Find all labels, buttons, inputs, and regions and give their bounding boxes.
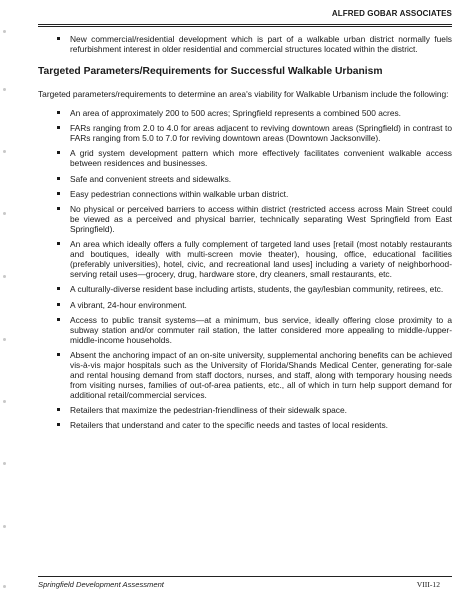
top-list: [38, 34, 452, 54]
list-item-text: Easy pedestrian connections within walkable urban district.: [70, 188, 289, 199]
list-item: [38, 123, 452, 143]
bullet-icon: [57, 423, 60, 426]
binding-hole: [3, 30, 6, 33]
bullet-icon: [57, 303, 60, 306]
bullet-icon: [57, 207, 60, 210]
list-item-text: New commercial/residential development which is part of a walkable urban district normally fuels refurbishment interest in older residential and commercial structures located within the district.: [70, 34, 452, 54]
binding-hole: [3, 212, 6, 215]
footer-title: Springfield Development Assessment: [38, 580, 164, 589]
bullet-icon: [57, 353, 60, 356]
list-item: [38, 315, 452, 345]
bullet-icon: [57, 111, 60, 114]
bullet-icon: [57, 177, 60, 180]
bullet-icon: [57, 37, 60, 40]
list-item: [38, 108, 452, 118]
list-item: [38, 420, 452, 430]
footer-rule: [38, 576, 452, 577]
list-item: [38, 204, 452, 234]
binding-hole: [3, 275, 6, 278]
header-company: ALFRED GOBAR ASSOCIATES: [331, 9, 452, 18]
section-title: Targeted Parameters/Requirements for Successful Walkable Urbanism: [38, 66, 383, 77]
list-item-text: Retailers that maximize the pedestrian-friendliness of their sidewalk space.: [70, 405, 347, 416]
bullet-icon: [57, 151, 60, 154]
list-item: [38, 300, 452, 310]
list-item-text: A vibrant, 24-hour environment.: [70, 299, 187, 310]
bullet-icon: [57, 242, 60, 245]
list-item-text: An area which ideally offers a fully complement of targeted land uses [retail (most notably restaurants and boutiques, ideally with multi-screen movie theater), housing, office, educational facilities (preferably universities), hotel, civic, and recreational land uses] including a variety of neighborhood-serving retail uses—grocery, drug, hardware store, dry cleaners, small restaurants, etc.: [70, 239, 452, 280]
list-item: [38, 148, 452, 168]
list-item: [38, 174, 452, 184]
list-item-text: No physical or perceived barriers to access within district (restricted access across Main Street could be viewed as a perceived and physical barrier, technically separating West Springfield from East Springfield).: [70, 203, 452, 234]
list-item-text: Absent the anchoring impact of an on-site university, supplemental anchoring benefits can be achieved vis-à-vis major hospitals such as the University of Florida/Shands Medical Center, generating for-sale and rental housing demand from staff doctors, nurses, and staff, along with temporary housing needs from visiting nurses, families of out-of-area patients, etc., all of which in turn help support demand for additional retail/commercial services.: [70, 349, 452, 400]
list-item: [38, 350, 452, 400]
list-item: [38, 284, 452, 294]
page-content: [38, 34, 452, 435]
list-item-text: Retailers that understand and cater to the specific needs and tastes of local residents.: [70, 420, 388, 431]
list-item: [38, 239, 452, 279]
header-rule: [38, 24, 452, 25]
list-item-text: An area of approximately 200 to 500 acres; Springfield represents a combined 500 acres.: [70, 108, 402, 118]
list-item-text: Access to public transit systems—at a minimum, bus service, ideally offering close proximity to a subway station and/or commuter rail station, the latter considered more appealing to middle-/upper-middle-income households.: [70, 314, 452, 345]
list-item-text: FARs ranging from 2.0 to 4.0 for areas adjacent to reviving downtown areas (Springfield) in contrast to FARs ranging from 5.0 to 7.0 for reviving downtown areas (Downtown Jacksonville).: [70, 123, 452, 144]
binding-hole: [3, 400, 6, 403]
list-item-text: Safe and convenient streets and sidewalks.: [70, 173, 232, 184]
binding-hole: [3, 525, 6, 528]
bullet-icon: [57, 192, 60, 195]
bullet-icon: [57, 318, 60, 321]
list-item: [38, 405, 452, 415]
binding-hole: [3, 462, 6, 465]
bullet-icon: [57, 408, 60, 411]
page-number: VIII-12: [416, 580, 440, 589]
list-item-text: A grid system development pattern which more effectively facilitates convenient walkable access between residences and businesses.: [70, 148, 452, 169]
binding-holes: [3, 0, 6, 600]
binding-hole: [3, 585, 6, 588]
header-rule-secondary: [38, 26, 452, 27]
binding-hole: [3, 88, 6, 91]
section-intro: Targeted parameters/requirements to determine an area's viability for Walkable Urbanism include the following:: [38, 89, 449, 99]
list-item-text: A culturally-diverse resident base including artists, students, the gay/lesbian community, retirees, etc.: [70, 284, 444, 295]
binding-hole: [3, 150, 6, 153]
list-item: [38, 34, 452, 54]
parameter-list: [38, 108, 452, 430]
binding-hole: [3, 338, 6, 341]
bullet-icon: [57, 126, 60, 129]
list-item: [38, 189, 452, 199]
bullet-icon: [57, 287, 60, 290]
